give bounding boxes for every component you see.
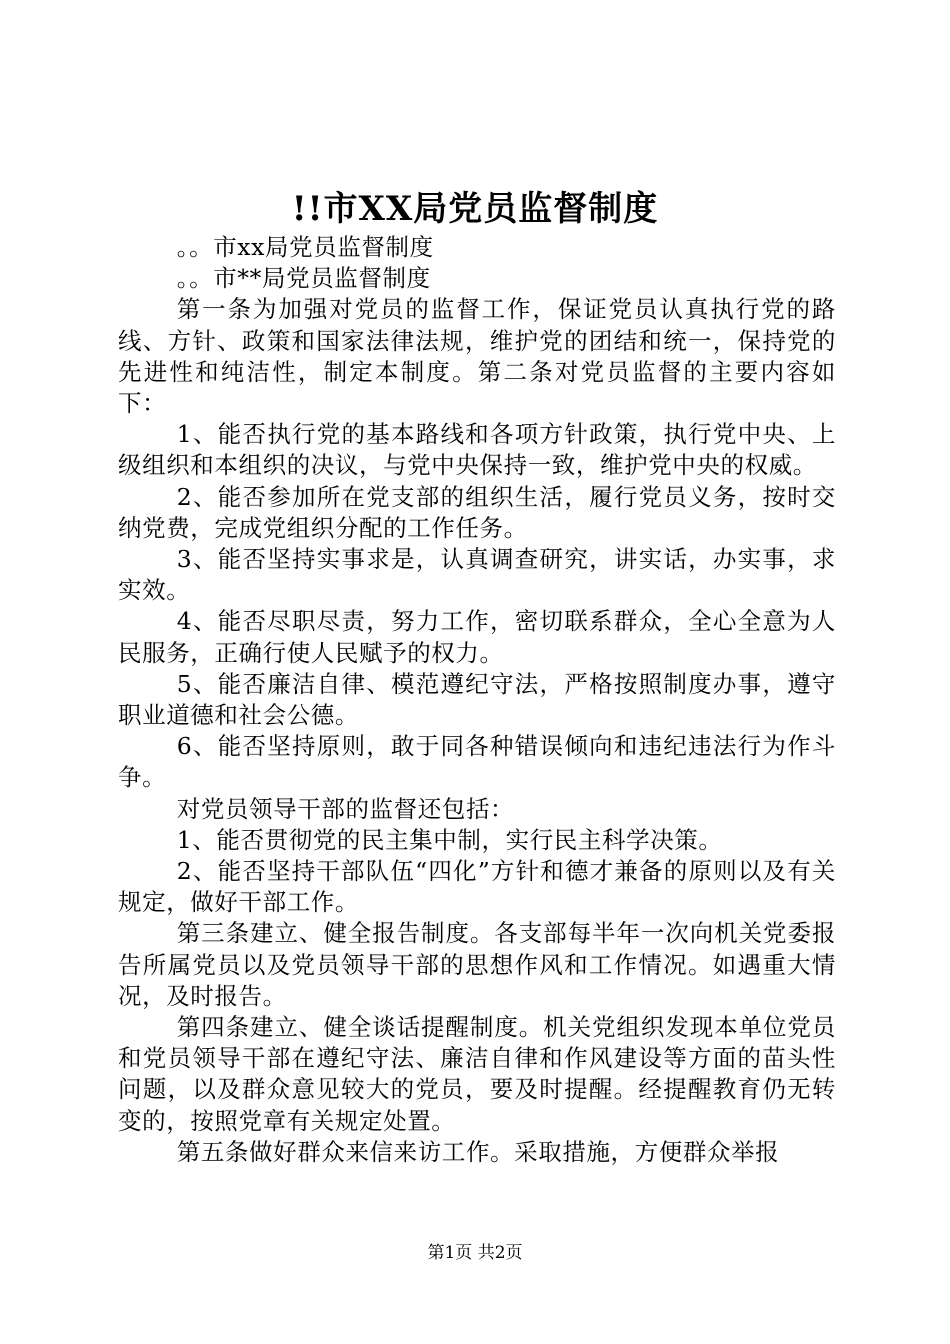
paragraph: 5、能否廉洁自律、模范遵纪守法，严格按照制度办事，遵守职业道德和社会公德。 — [118, 669, 836, 730]
paragraph: 2、能否参加所在党支部的组织生活，履行党员义务，按时交纳党费，完成党组织分配的工作任务。 — [118, 482, 836, 542]
paragraph: 第三条建立、健全报告制度。各支部每半年一次向机关党委报告所属党员以及党员领导干部的思想作风和工作情况。如遇重大情况，及时报告。 — [118, 919, 836, 1010]
paragraph: 对党员领导干部的监督还包括： — [176, 794, 515, 823]
paragraph: 第一条为加强对党员的监督工作，保证党员认真执行党的路线、方针、政策和国家法律法规，维护党的团结和统一，保持党的先进性和纯洁性，制定本制度。第二条对党员监督的主要内容如下： — [118, 295, 836, 418]
document-body — [118, 232, 836, 1168]
document-title: !!市XX局党员监督制度 — [291, 189, 659, 229]
paragraph: 6、能否坚持原则，敢于同各种错误倾向和违纪违法行为作斗争。 — [118, 732, 836, 792]
paragraph: 第四条建立、健全谈话提醒制度。机关党组织发现本单位党员和党员领导干部在遵纪守法、廉洁自律和作风建设等方面的苗头性问题，以及群众意见较大的党员，要及时提醒。经提醒教育仍无转变的，按照党章有关规定处置。 — [118, 1013, 836, 1135]
paragraph: 第五条做好群众来信来访工作。采取措施，方便群众举报 — [176, 1137, 780, 1166]
paragraph: 。。市xx局党员监督制度 — [176, 233, 434, 261]
page-number-footer: 第1页 共2页 — [427, 1243, 523, 1263]
paragraph: 。。市**局党员监督制度 — [176, 264, 431, 293]
paragraph: 2、能否坚持干部队伍“四化”方针和德才兼备的原则以及有关规定，做好干部工作。 — [118, 857, 836, 917]
paragraph: 1、能否执行党的基本路线和各项方针政策，执行党中央、上级组织和本组织的决议，与党中央保持一致，维护党中央的权威。 — [118, 420, 836, 480]
paragraph: 3、能否坚持实事求是，认真调查研究，讲实话，办实事，求实效。 — [118, 545, 836, 605]
paragraph: 4、能否尽职尽责，努力工作，密切联系群众，全心全意为人民服务，正确行使人民赋予的权力。 — [118, 607, 836, 667]
paragraph: 1、能否贯彻党的民主集中制，实行民主科学决策。 — [176, 825, 723, 854]
